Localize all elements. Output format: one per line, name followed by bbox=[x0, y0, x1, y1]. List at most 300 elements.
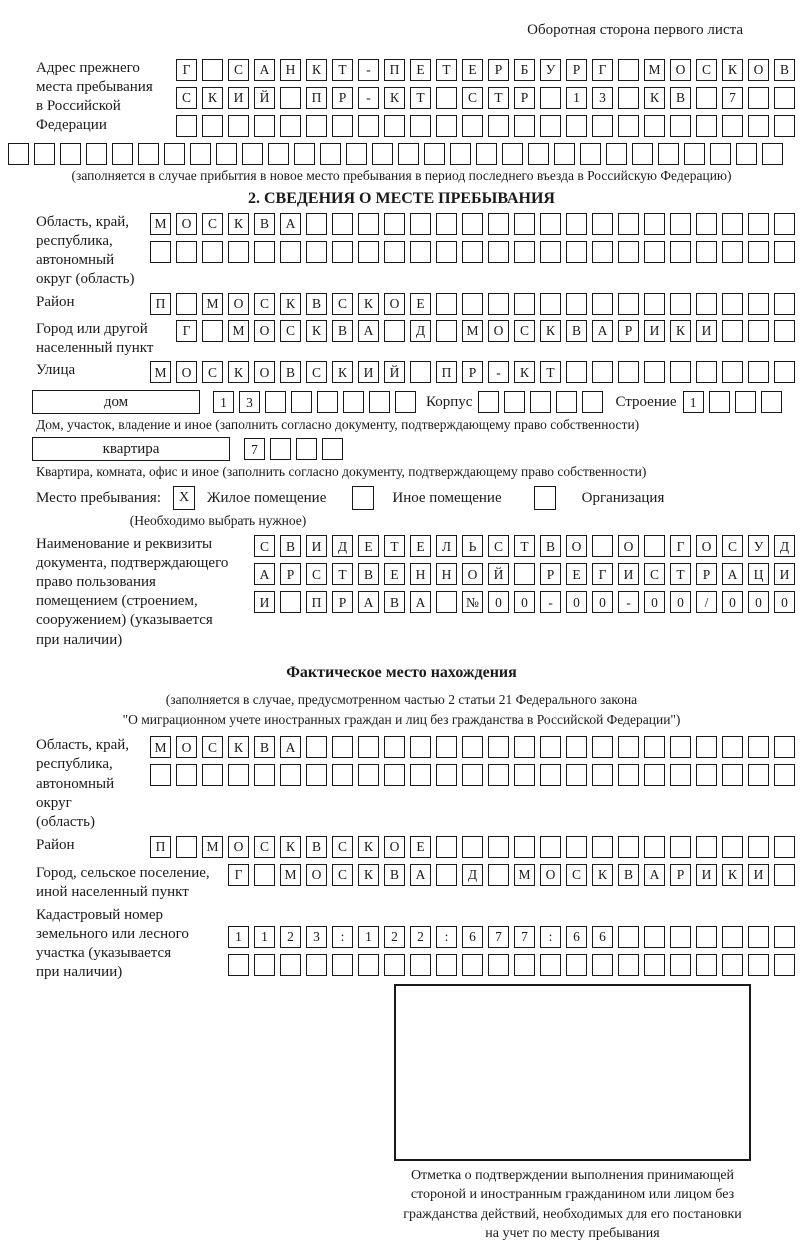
char-box: : bbox=[540, 926, 561, 948]
char-box bbox=[176, 764, 197, 786]
char-box: Р bbox=[332, 87, 353, 109]
char-box bbox=[450, 143, 471, 165]
char-box bbox=[592, 241, 613, 263]
char-box: К bbox=[306, 320, 327, 342]
char-box bbox=[306, 954, 327, 976]
char-box: 3 bbox=[592, 87, 613, 109]
label-line: (область) bbox=[36, 813, 95, 830]
char-box: М bbox=[202, 836, 223, 858]
cadastral-group bbox=[8, 906, 795, 982]
char-box bbox=[566, 764, 587, 786]
char-box bbox=[658, 143, 679, 165]
char-box bbox=[86, 143, 107, 165]
char-box: 2 bbox=[280, 926, 301, 948]
char-box: О bbox=[176, 361, 197, 383]
char-box bbox=[514, 563, 535, 585]
char-box: Б bbox=[514, 59, 535, 81]
char-box bbox=[398, 143, 419, 165]
char-box bbox=[410, 361, 431, 383]
char-box bbox=[722, 954, 743, 976]
char-box: Р bbox=[462, 361, 483, 383]
actual-city-row bbox=[228, 864, 795, 886]
char-box: К bbox=[280, 836, 301, 858]
char-box: С bbox=[332, 293, 353, 315]
char-box bbox=[317, 391, 338, 413]
actual-region-group bbox=[8, 736, 795, 831]
char-box: Е bbox=[566, 563, 587, 585]
label-line: документа, подтверждающего bbox=[36, 555, 229, 572]
char-box bbox=[254, 764, 275, 786]
char-box bbox=[514, 736, 535, 758]
char-box bbox=[722, 736, 743, 758]
char-box: / bbox=[696, 591, 717, 613]
char-box: А bbox=[644, 864, 665, 886]
district-group bbox=[8, 293, 795, 315]
char-box bbox=[774, 764, 795, 786]
actual-location-note bbox=[8, 690, 795, 732]
char-box: В bbox=[280, 535, 301, 557]
char-box bbox=[710, 143, 731, 165]
char-box: О bbox=[254, 361, 275, 383]
char-box bbox=[306, 736, 327, 758]
char-box bbox=[436, 293, 457, 315]
char-box: Р bbox=[618, 320, 639, 342]
char-box bbox=[280, 954, 301, 976]
char-box: Р bbox=[540, 563, 561, 585]
char-box bbox=[644, 535, 665, 557]
city-row bbox=[176, 320, 795, 342]
char-box: В bbox=[254, 213, 275, 235]
char-box bbox=[528, 143, 549, 165]
char-box bbox=[488, 293, 509, 315]
char-box: У bbox=[748, 535, 769, 557]
char-box: 2 bbox=[384, 926, 405, 948]
char-box bbox=[722, 293, 743, 315]
char-box bbox=[748, 320, 769, 342]
label-line: населенный пункт bbox=[36, 340, 154, 357]
char-box: С bbox=[488, 535, 509, 557]
char-box bbox=[618, 213, 639, 235]
char-box bbox=[592, 115, 613, 137]
char-box: 1 bbox=[228, 926, 249, 948]
char-box: С bbox=[306, 361, 327, 383]
label-line: гражданства действий, необходимых для его постановки bbox=[403, 1206, 742, 1222]
char-box: И bbox=[696, 864, 717, 886]
city-label bbox=[8, 320, 168, 358]
char-box: П bbox=[150, 293, 171, 315]
char-box bbox=[774, 926, 795, 948]
char-box: К bbox=[384, 87, 405, 109]
char-box: 1 bbox=[254, 926, 275, 948]
char-box bbox=[358, 736, 379, 758]
stamp-note bbox=[350, 1166, 795, 1243]
char-box: 7 bbox=[488, 926, 509, 948]
char-box bbox=[540, 954, 561, 976]
char-box: К bbox=[644, 87, 665, 109]
char-box bbox=[332, 736, 353, 758]
char-box bbox=[530, 391, 551, 413]
label-line: республика, bbox=[36, 233, 113, 250]
char-box: 0 bbox=[566, 591, 587, 613]
char-box bbox=[592, 361, 613, 383]
label-line: сооружением) (указывается bbox=[36, 612, 213, 629]
char-box bbox=[254, 864, 275, 886]
char-box: Н bbox=[280, 59, 301, 81]
char-box bbox=[306, 764, 327, 786]
prev-address-row-2 bbox=[176, 87, 795, 109]
char-box: О bbox=[176, 736, 197, 758]
char-box bbox=[566, 836, 587, 858]
char-box: 7 bbox=[244, 438, 265, 460]
char-box bbox=[748, 115, 769, 137]
char-box bbox=[670, 361, 691, 383]
char-box: О bbox=[540, 864, 561, 886]
char-box: : bbox=[436, 926, 457, 948]
prev-address-rows bbox=[176, 59, 795, 137]
char-box bbox=[670, 293, 691, 315]
char-box bbox=[343, 391, 364, 413]
char-box: М bbox=[202, 293, 223, 315]
char-box: Т bbox=[540, 361, 561, 383]
korpus-cells bbox=[478, 391, 603, 413]
char-box bbox=[476, 143, 497, 165]
char-box bbox=[395, 391, 416, 413]
char-box bbox=[618, 241, 639, 263]
char-box: В bbox=[384, 864, 405, 886]
char-box: С bbox=[514, 320, 535, 342]
char-box bbox=[696, 954, 717, 976]
char-box bbox=[696, 836, 717, 858]
char-box: Н bbox=[410, 563, 431, 585]
char-box bbox=[436, 87, 457, 109]
house-row bbox=[32, 390, 795, 414]
char-box: Г bbox=[228, 864, 249, 886]
cadastral-row-2 bbox=[228, 954, 795, 976]
char-box bbox=[514, 293, 535, 315]
char-box bbox=[296, 438, 317, 460]
region-row-2 bbox=[150, 241, 795, 263]
prev-address-note: (заполняется в случае прибытия в новое место пребывания в период последнего въезда в Российскую Федерацию) bbox=[71, 168, 732, 183]
char-box bbox=[202, 59, 223, 81]
prev-address-row-3 bbox=[176, 115, 795, 137]
char-box bbox=[748, 241, 769, 263]
char-box bbox=[644, 736, 665, 758]
char-box bbox=[618, 59, 639, 81]
char-box: Т bbox=[410, 87, 431, 109]
char-box bbox=[774, 836, 795, 858]
char-box bbox=[644, 836, 665, 858]
char-box bbox=[202, 320, 223, 342]
char-box bbox=[774, 293, 795, 315]
label-line: автономный округ bbox=[36, 775, 115, 811]
char-box bbox=[254, 954, 275, 976]
char-box: К bbox=[280, 293, 301, 315]
char-box: Ц bbox=[748, 563, 769, 585]
char-box: О bbox=[566, 535, 587, 557]
char-box: № bbox=[462, 591, 483, 613]
char-box bbox=[202, 764, 223, 786]
char-box: К bbox=[514, 361, 535, 383]
stamp-box bbox=[394, 984, 751, 1161]
prev-address-row-4-wrap bbox=[8, 143, 795, 165]
char-box bbox=[566, 213, 587, 235]
char-box bbox=[254, 241, 275, 263]
char-box bbox=[644, 241, 665, 263]
region-label bbox=[8, 213, 144, 289]
char-box bbox=[722, 361, 743, 383]
char-box: Й bbox=[384, 361, 405, 383]
char-box: В bbox=[306, 293, 327, 315]
char-box: А bbox=[358, 320, 379, 342]
char-box bbox=[644, 926, 665, 948]
char-box bbox=[748, 293, 769, 315]
stay-type-row bbox=[36, 486, 795, 510]
apartment-note: Квартира, комната, офис и иное (заполнить согласно документу, подтверждающему право собственности) bbox=[36, 464, 647, 480]
char-box bbox=[761, 391, 782, 413]
char-box bbox=[488, 836, 509, 858]
document-row-2 bbox=[254, 563, 795, 585]
char-box bbox=[566, 361, 587, 383]
char-box: С bbox=[202, 213, 223, 235]
char-box bbox=[254, 115, 275, 137]
char-box bbox=[34, 143, 55, 165]
char-box bbox=[488, 954, 509, 976]
char-box bbox=[150, 764, 171, 786]
char-box: О bbox=[384, 836, 405, 858]
label-line: места пребывания bbox=[36, 79, 153, 96]
char-box: А bbox=[254, 563, 275, 585]
label-line: право пользования bbox=[36, 574, 156, 591]
char-box: Г bbox=[176, 59, 197, 81]
char-box bbox=[540, 213, 561, 235]
char-box bbox=[280, 591, 301, 613]
char-box: Г bbox=[176, 320, 197, 342]
char-box bbox=[320, 143, 341, 165]
char-box bbox=[384, 764, 405, 786]
char-box: 0 bbox=[644, 591, 665, 613]
char-box: Д bbox=[332, 535, 353, 557]
char-box: В bbox=[254, 736, 275, 758]
stamp-area-wrap bbox=[8, 984, 795, 1243]
char-box: С bbox=[306, 563, 327, 585]
char-box bbox=[670, 213, 691, 235]
char-box bbox=[566, 954, 587, 976]
char-box: В bbox=[384, 591, 405, 613]
char-box bbox=[322, 438, 343, 460]
char-box bbox=[462, 293, 483, 315]
char-box bbox=[774, 213, 795, 235]
char-box bbox=[748, 361, 769, 383]
char-box: Е bbox=[410, 836, 431, 858]
char-box: О bbox=[306, 864, 327, 886]
char-box: К bbox=[202, 87, 223, 109]
char-box: С bbox=[202, 361, 223, 383]
char-box bbox=[592, 535, 613, 557]
char-box bbox=[722, 241, 743, 263]
char-box: 0 bbox=[514, 591, 535, 613]
char-box: Д bbox=[410, 320, 431, 342]
char-box bbox=[566, 115, 587, 137]
char-box bbox=[670, 954, 691, 976]
char-box bbox=[176, 115, 197, 137]
char-box bbox=[488, 736, 509, 758]
char-box bbox=[410, 241, 431, 263]
label-line: Отметка о подтверждении выполнения принимающей bbox=[410, 1167, 735, 1183]
cadastral-label bbox=[8, 906, 223, 982]
char-box bbox=[748, 736, 769, 758]
char-box bbox=[306, 115, 327, 137]
char-box: 0 bbox=[774, 591, 795, 613]
char-box bbox=[410, 764, 431, 786]
char-box bbox=[540, 115, 561, 137]
char-box bbox=[606, 143, 627, 165]
region-group bbox=[8, 213, 795, 289]
char-box bbox=[696, 764, 717, 786]
char-box bbox=[774, 361, 795, 383]
char-box: В bbox=[670, 87, 691, 109]
char-box bbox=[748, 926, 769, 948]
char-box bbox=[644, 361, 665, 383]
actual-district-group bbox=[8, 836, 795, 858]
actual-city-group bbox=[8, 864, 795, 902]
char-box: К bbox=[670, 320, 691, 342]
prev-address-group bbox=[8, 59, 795, 137]
stay-option-residential-label: Жилое помещение bbox=[207, 489, 327, 506]
char-box bbox=[488, 241, 509, 263]
char-box bbox=[60, 143, 81, 165]
char-box bbox=[502, 143, 523, 165]
char-box bbox=[582, 391, 603, 413]
char-box bbox=[514, 241, 535, 263]
label-line: Наименование и реквизиты bbox=[36, 536, 213, 553]
char-box bbox=[540, 764, 561, 786]
checkbox-organization bbox=[534, 486, 556, 510]
char-box bbox=[176, 293, 197, 315]
char-box bbox=[592, 836, 613, 858]
char-box bbox=[436, 736, 457, 758]
char-box bbox=[540, 836, 561, 858]
char-box: И bbox=[644, 320, 665, 342]
char-box: В bbox=[774, 59, 795, 81]
char-box: : bbox=[332, 926, 353, 948]
char-box: М bbox=[150, 361, 171, 383]
char-box bbox=[618, 293, 639, 315]
char-box bbox=[722, 213, 743, 235]
char-box: О bbox=[254, 320, 275, 342]
char-box: С bbox=[332, 864, 353, 886]
char-box bbox=[228, 241, 249, 263]
actual-region-row-2 bbox=[150, 764, 795, 786]
char-box bbox=[774, 736, 795, 758]
stroenie-cells bbox=[683, 391, 782, 413]
checkbox-other-premises bbox=[352, 486, 374, 510]
char-box bbox=[774, 954, 795, 976]
stay-type-note: (Необходимо выбрать нужное) bbox=[129, 513, 307, 529]
label-line: иной населенный пункт bbox=[36, 883, 189, 900]
char-box: М bbox=[514, 864, 535, 886]
region-row-1 bbox=[150, 213, 795, 235]
char-box: О bbox=[618, 535, 639, 557]
street-label: Улица bbox=[36, 362, 76, 379]
label-line: Адрес прежнего bbox=[36, 60, 140, 76]
char-box bbox=[358, 954, 379, 976]
char-box bbox=[540, 241, 561, 263]
char-box: К bbox=[358, 836, 379, 858]
char-box bbox=[462, 241, 483, 263]
district-row bbox=[150, 293, 795, 315]
prev-address-label bbox=[8, 59, 170, 135]
city-group bbox=[8, 320, 795, 358]
char-box: С bbox=[332, 836, 353, 858]
char-box bbox=[644, 213, 665, 235]
char-box: В bbox=[618, 864, 639, 886]
char-box: В bbox=[332, 320, 353, 342]
char-box: Р bbox=[514, 87, 535, 109]
label-line: Федерации bbox=[36, 117, 107, 134]
label-line: стороной и иностранным гражданином или лицом без bbox=[410, 1187, 735, 1203]
char-box bbox=[670, 736, 691, 758]
char-box bbox=[462, 764, 483, 786]
char-box: О bbox=[176, 213, 197, 235]
char-box bbox=[556, 391, 577, 413]
char-box: О bbox=[462, 563, 483, 585]
char-box bbox=[514, 764, 535, 786]
char-box: Ь bbox=[462, 535, 483, 557]
char-box: 6 bbox=[566, 926, 587, 948]
char-box: 1 bbox=[358, 926, 379, 948]
char-box bbox=[748, 836, 769, 858]
char-box bbox=[566, 736, 587, 758]
char-box bbox=[774, 115, 795, 137]
char-box bbox=[618, 926, 639, 948]
cadastral-row-1 bbox=[228, 926, 795, 948]
char-box: С bbox=[254, 535, 275, 557]
label-line: Город или другой bbox=[36, 321, 148, 338]
char-box bbox=[696, 213, 717, 235]
char-box: О bbox=[488, 320, 509, 342]
char-box bbox=[164, 143, 185, 165]
char-box bbox=[176, 241, 197, 263]
char-box: К bbox=[540, 320, 561, 342]
char-box: Т bbox=[488, 87, 509, 109]
char-box bbox=[294, 143, 315, 165]
label-line: Кадастровый номер bbox=[36, 906, 163, 923]
char-box: Д bbox=[462, 864, 483, 886]
char-box bbox=[696, 926, 717, 948]
char-box: К bbox=[306, 59, 327, 81]
char-box: Н bbox=[436, 563, 457, 585]
char-box: П bbox=[306, 591, 327, 613]
char-box: 1 bbox=[213, 391, 234, 413]
char-box bbox=[112, 143, 133, 165]
char-box bbox=[280, 241, 301, 263]
char-box bbox=[436, 241, 457, 263]
char-box bbox=[592, 213, 613, 235]
char-box bbox=[358, 241, 379, 263]
actual-district-label: Район bbox=[36, 836, 75, 853]
char-box: И bbox=[358, 361, 379, 383]
char-box bbox=[410, 213, 431, 235]
char-box bbox=[696, 87, 717, 109]
char-box: 1 bbox=[566, 87, 587, 109]
char-box: 6 bbox=[462, 926, 483, 948]
char-box: О bbox=[228, 293, 249, 315]
char-box: В bbox=[566, 320, 587, 342]
char-box: С bbox=[202, 736, 223, 758]
label-line: республика, bbox=[36, 756, 113, 773]
char-box bbox=[696, 293, 717, 315]
char-box: Л bbox=[436, 535, 457, 557]
